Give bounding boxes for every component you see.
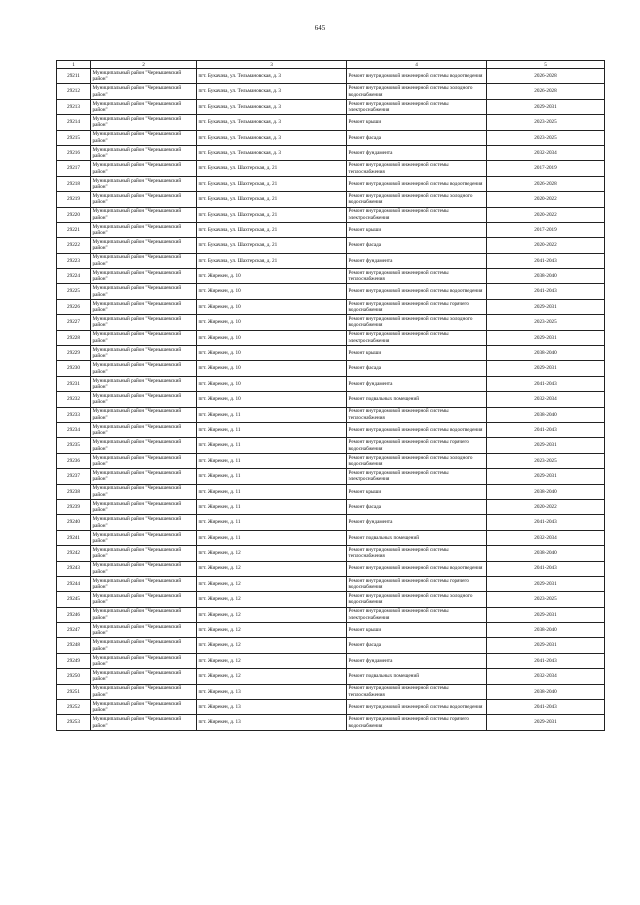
table-row — [57, 376, 605, 391]
period-cell: 2041-2043 — [487, 561, 605, 576]
period-cell: 2038-2040 — [487, 546, 605, 561]
address-cell: пгт. Жирекен, д. 12 — [197, 576, 347, 591]
row-number: 29211 — [57, 69, 91, 84]
address-cell: пгт. Жирекен, д. 12 — [197, 607, 347, 622]
row-number: 29245 — [57, 592, 91, 607]
district-cell: Муниципальный район "Чернышевский район" — [91, 145, 197, 160]
work-type-cell: Ремонт фундамента — [347, 376, 487, 391]
period-cell: 2038-2040 — [487, 623, 605, 638]
address-cell: пгт. Жирекен, д. 11 — [197, 469, 347, 484]
work-type-cell: Ремонт фасада — [347, 130, 487, 145]
column-header-5: 5 — [487, 61, 605, 69]
table-row — [57, 638, 605, 653]
table-row — [57, 623, 605, 638]
address-cell: пгт. Букачача, ул. Шахтерская, д. 21 — [197, 253, 347, 268]
row-number: 29249 — [57, 653, 91, 668]
work-type-cell: Ремонт внутридомовой инженерной системы теплоснабжения — [347, 684, 487, 699]
period-cell: 2029-2031 — [487, 638, 605, 653]
row-number: 29253 — [57, 715, 91, 730]
row-number: 29222 — [57, 238, 91, 253]
period-cell: 2023-2025 — [487, 115, 605, 130]
period-cell: 2020-2022 — [487, 499, 605, 514]
address-cell: пгт. Жирекен, д. 11 — [197, 484, 347, 499]
row-number: 29223 — [57, 253, 91, 268]
address-cell: пгт. Жирекен, д. 12 — [197, 592, 347, 607]
address-cell: пгт. Жирекен, д. 10 — [197, 315, 347, 330]
column-header-2: 2 — [91, 61, 197, 69]
address-cell: пгт. Букачача, ул. Шахтерская, д. 21 — [197, 222, 347, 237]
row-number: 29246 — [57, 607, 91, 622]
district-cell: Муниципальный район "Чернышевский район" — [91, 561, 197, 576]
address-cell: пгт. Букачача, ул. Шахтерская, д. 21 — [197, 192, 347, 207]
period-cell: 2029-2031 — [487, 361, 605, 376]
row-number: 29212 — [57, 84, 91, 99]
row-number: 29239 — [57, 499, 91, 514]
work-type-cell: Ремонт фасада — [347, 361, 487, 376]
table-row — [57, 715, 605, 730]
work-type-cell: Ремонт фасада — [347, 499, 487, 514]
work-type-cell: Ремонт внутридомовой инженерной системы горячего водоснабжения — [347, 715, 487, 730]
district-cell: Муниципальный район "Чернышевский район" — [91, 438, 197, 453]
row-number: 29234 — [57, 422, 91, 437]
district-cell: Муниципальный район "Чернышевский район" — [91, 576, 197, 591]
row-number: 29227 — [57, 315, 91, 330]
address-cell: пгт. Жирекен, д. 12 — [197, 669, 347, 684]
period-cell: 2020-2022 — [487, 207, 605, 222]
table-row — [57, 484, 605, 499]
address-cell: пгт. Букачача, ул. Тельмановская, д. 3 — [197, 99, 347, 114]
table-row — [57, 592, 605, 607]
address-cell: пгт. Букачача, ул. Тельмановская, д. 3 — [197, 130, 347, 145]
period-cell: 2023-2025 — [487, 315, 605, 330]
work-type-cell: Ремонт внутридомовой инженерной системы теплоснабжения — [347, 407, 487, 422]
district-cell: Муниципальный район "Чернышевский район" — [91, 453, 197, 468]
period-cell: 2023-2025 — [487, 592, 605, 607]
row-number: 29232 — [57, 392, 91, 407]
address-cell: пгт. Жирекен, д. 12 — [197, 638, 347, 653]
table-row — [57, 422, 605, 437]
period-cell: 2026-2028 — [487, 69, 605, 84]
period-cell: 2017-2019 — [487, 161, 605, 176]
registry-table — [56, 60, 605, 731]
district-cell: Муниципальный район "Чернышевский район" — [91, 653, 197, 668]
period-cell: 2029-2031 — [487, 330, 605, 345]
address-cell: пгт. Жирекен, д. 10 — [197, 376, 347, 391]
district-cell: Муниципальный район "Чернышевский район" — [91, 84, 197, 99]
work-type-cell: Ремонт внутридомовой инженерной системы горячего водоснабжения — [347, 576, 487, 591]
table-row — [57, 69, 605, 84]
row-number: 29225 — [57, 284, 91, 299]
district-cell: Муниципальный район "Чернышевский район" — [91, 607, 197, 622]
table-row — [57, 330, 605, 345]
work-type-cell: Ремонт внутридомовой инженерной системы водоотведения — [347, 176, 487, 191]
table-row — [57, 669, 605, 684]
district-cell: Муниципальный район "Чернышевский район" — [91, 407, 197, 422]
district-cell: Муниципальный район "Чернышевский район" — [91, 161, 197, 176]
table-row — [57, 253, 605, 268]
work-type-cell: Ремонт крыши — [347, 115, 487, 130]
work-type-cell: Ремонт крыши — [347, 623, 487, 638]
row-number: 29244 — [57, 576, 91, 591]
work-type-cell: Ремонт внутридомовой инженерной системы горячего водоснабжения — [347, 438, 487, 453]
table-body — [57, 69, 605, 731]
period-cell: 2023-2025 — [487, 130, 605, 145]
work-type-cell: Ремонт внутридомовой инженерной системы электроснабжения — [347, 469, 487, 484]
address-cell: пгт. Букачача, ул. Шахтерская, д. 21 — [197, 238, 347, 253]
work-type-cell: Ремонт фундамента — [347, 253, 487, 268]
row-number: 29231 — [57, 376, 91, 391]
work-type-cell: Ремонт внутридомовой инженерной системы электроснабжения — [347, 330, 487, 345]
district-cell: Муниципальный район "Чернышевский район" — [91, 376, 197, 391]
address-cell: пгт. Жирекен, д. 11 — [197, 438, 347, 453]
address-cell: пгт. Букачача, ул. Шахтерская, д. 21 — [197, 176, 347, 191]
district-cell: Муниципальный район "Чернышевский район" — [91, 392, 197, 407]
period-cell: 2029-2031 — [487, 299, 605, 314]
table-row — [57, 269, 605, 284]
district-cell: Муниципальный район "Чернышевский район" — [91, 315, 197, 330]
work-type-cell: Ремонт фундамента — [347, 653, 487, 668]
address-cell: пгт. Жирекен, д. 12 — [197, 546, 347, 561]
row-number: 29251 — [57, 684, 91, 699]
row-number: 29248 — [57, 638, 91, 653]
district-cell: Муниципальный район "Чернышевский район" — [91, 253, 197, 268]
period-cell: 2017-2019 — [487, 222, 605, 237]
work-type-cell: Ремонт фундамента — [347, 515, 487, 530]
row-number: 29219 — [57, 192, 91, 207]
address-cell: пгт. Жирекен, д. 13 — [197, 715, 347, 730]
address-cell: пгт. Букачача, ул. Шахтерская, д. 21 — [197, 207, 347, 222]
header-row — [57, 61, 605, 69]
work-type-cell: Ремонт внутридомовой инженерной системы электроснабжения — [347, 99, 487, 114]
work-type-cell: Ремонт внутридомовой инженерной системы электроснабжения — [347, 607, 487, 622]
address-cell: пгт. Жирекен, д. 12 — [197, 623, 347, 638]
period-cell: 2029-2031 — [487, 607, 605, 622]
period-cell: 2038-2040 — [487, 269, 605, 284]
table-row — [57, 453, 605, 468]
district-cell: Муниципальный район "Чернышевский район" — [91, 592, 197, 607]
work-type-cell: Ремонт внутридомовой инженерной системы водоотведения — [347, 561, 487, 576]
work-type-cell: Ремонт внутридомовой инженерной системы электроснабжения — [347, 207, 487, 222]
work-type-cell: Ремонт внутридомовой инженерной системы холодного водоснабжения — [347, 592, 487, 607]
district-cell: Муниципальный район "Чернышевский район" — [91, 623, 197, 638]
period-cell: 2041-2043 — [487, 515, 605, 530]
table-row — [57, 684, 605, 699]
row-number: 29238 — [57, 484, 91, 499]
column-header-3: 3 — [197, 61, 347, 69]
table-row — [57, 392, 605, 407]
work-type-cell: Ремонт внутридомовой инженерной системы холодного водоснабжения — [347, 453, 487, 468]
district-cell: Муниципальный район "Чернышевский район" — [91, 638, 197, 653]
work-type-cell: Ремонт крыши — [347, 484, 487, 499]
district-cell: Муниципальный район "Чернышевский район" — [91, 484, 197, 499]
row-number: 29215 — [57, 130, 91, 145]
address-cell: пгт. Жирекен, д. 11 — [197, 407, 347, 422]
period-cell: 2041-2043 — [487, 376, 605, 391]
period-cell: 2038-2040 — [487, 407, 605, 422]
table-row — [57, 284, 605, 299]
work-type-cell: Ремонт внутридомовой инженерной системы водоотведения — [347, 69, 487, 84]
district-cell: Муниципальный район "Чернышевский район" — [91, 130, 197, 145]
address-cell: пгт. Жирекен, д. 11 — [197, 422, 347, 437]
district-cell: Муниципальный район "Чернышевский район" — [91, 192, 197, 207]
address-cell: пгт. Жирекен, д. 12 — [197, 653, 347, 668]
district-cell: Муниципальный район "Чернышевский район" — [91, 422, 197, 437]
address-cell: пгт. Жирекен, д. 13 — [197, 700, 347, 715]
period-cell: 2020-2022 — [487, 238, 605, 253]
district-cell: Муниципальный район "Чернышевский район" — [91, 330, 197, 345]
district-cell: Муниципальный район "Чернышевский район" — [91, 530, 197, 545]
table-row — [57, 192, 605, 207]
row-number: 29216 — [57, 145, 91, 160]
row-number: 29230 — [57, 361, 91, 376]
row-number: 29240 — [57, 515, 91, 530]
period-cell: 2041-2043 — [487, 422, 605, 437]
district-cell: Муниципальный район "Чернышевский район" — [91, 715, 197, 730]
district-cell: Муниципальный район "Чернышевский район" — [91, 299, 197, 314]
row-number: 29236 — [57, 453, 91, 468]
address-cell: пгт. Жирекен, д. 11 — [197, 453, 347, 468]
table-row — [57, 546, 605, 561]
table-row — [57, 438, 605, 453]
work-type-cell: Ремонт фасада — [347, 638, 487, 653]
table-row — [57, 561, 605, 576]
address-cell: пгт. Жирекен, д. 10 — [197, 361, 347, 376]
row-number: 29220 — [57, 207, 91, 222]
row-number: 29229 — [57, 346, 91, 361]
address-cell: пгт. Букачача, ул. Шахтерская, д. 21 — [197, 161, 347, 176]
table-row — [57, 315, 605, 330]
table-row — [57, 653, 605, 668]
district-cell: Муниципальный район "Чернышевский район" — [91, 115, 197, 130]
work-type-cell: Ремонт внутридомовой инженерной системы горячего водоснабжения — [347, 299, 487, 314]
period-cell: 2032-2034 — [487, 530, 605, 545]
district-cell: Муниципальный район "Чернышевский район" — [91, 346, 197, 361]
district-cell: Муниципальный район "Чернышевский район" — [91, 546, 197, 561]
table-row — [57, 346, 605, 361]
district-cell: Муниципальный район "Чернышевский район" — [91, 238, 197, 253]
district-cell: Муниципальный район "Чернышевский район" — [91, 207, 197, 222]
work-type-cell: Ремонт крыши — [347, 222, 487, 237]
column-header-1: 1 — [57, 61, 91, 69]
address-cell: пгт. Жирекен, д. 10 — [197, 299, 347, 314]
district-cell: Муниципальный район "Чернышевский район" — [91, 469, 197, 484]
work-type-cell: Ремонт фундамента — [347, 145, 487, 160]
period-cell: 2038-2040 — [487, 346, 605, 361]
period-cell: 2029-2031 — [487, 99, 605, 114]
district-cell: Муниципальный район "Чернышевский район" — [91, 99, 197, 114]
row-number: 29252 — [57, 700, 91, 715]
table-row — [57, 222, 605, 237]
address-cell: пгт. Букачача, ул. Тельмановская, д. 3 — [197, 145, 347, 160]
district-cell: Муниципальный район "Чернышевский район" — [91, 515, 197, 530]
period-cell: 2041-2043 — [487, 284, 605, 299]
period-cell: 2041-2043 — [487, 700, 605, 715]
page-number: 645 — [314, 24, 326, 32]
period-cell: 2032-2034 — [487, 392, 605, 407]
row-number: 29247 — [57, 623, 91, 638]
row-number: 29243 — [57, 561, 91, 576]
column-header-4: 4 — [347, 61, 487, 69]
work-type-cell: Ремонт внутридомовой инженерной системы холодного водоснабжения — [347, 84, 487, 99]
district-cell: Муниципальный район "Чернышевский район" — [91, 499, 197, 514]
work-type-cell: Ремонт фасада — [347, 238, 487, 253]
district-cell: Муниципальный район "Чернышевский район" — [91, 684, 197, 699]
address-cell: пгт. Жирекен, д. 11 — [197, 530, 347, 545]
district-cell: Муниципальный район "Чернышевский район" — [91, 269, 197, 284]
table-row — [57, 469, 605, 484]
address-cell: пгт. Букачача, ул. Тельмановская, д. 3 — [197, 84, 347, 99]
period-cell: 2029-2031 — [487, 438, 605, 453]
period-cell: 2029-2031 — [487, 715, 605, 730]
row-number: 29233 — [57, 407, 91, 422]
table-row — [57, 407, 605, 422]
table-row — [57, 515, 605, 530]
period-cell: 2029-2031 — [487, 469, 605, 484]
work-type-cell: Ремонт внутридомовой инженерной системы теплоснабжения — [347, 546, 487, 561]
address-cell: пгт. Жирекен, д. 11 — [197, 499, 347, 514]
address-cell: пгт. Жирекен, д. 10 — [197, 284, 347, 299]
period-cell: 2029-2031 — [487, 576, 605, 591]
work-type-cell: Ремонт подвальных помещений — [347, 530, 487, 545]
period-cell: 2038-2040 — [487, 684, 605, 699]
address-cell: пгт. Жирекен, д. 13 — [197, 684, 347, 699]
table-row — [57, 238, 605, 253]
district-cell: Муниципальный район "Чернышевский район" — [91, 222, 197, 237]
period-cell: 2026-2028 — [487, 176, 605, 191]
table-row — [57, 576, 605, 591]
table-row — [57, 130, 605, 145]
work-type-cell: Ремонт внутридомовой инженерной системы теплоснабжения — [347, 269, 487, 284]
table-row — [57, 700, 605, 715]
table-row — [57, 176, 605, 191]
table-row — [57, 299, 605, 314]
address-cell: пгт. Жирекен, д. 11 — [197, 515, 347, 530]
period-cell: 2038-2040 — [487, 484, 605, 499]
table-row — [57, 607, 605, 622]
district-cell: Муниципальный район "Чернышевский район" — [91, 361, 197, 376]
period-cell: 2020-2022 — [487, 192, 605, 207]
table-row — [57, 530, 605, 545]
row-number: 29213 — [57, 99, 91, 114]
table-row — [57, 161, 605, 176]
district-cell: Муниципальный район "Чернышевский район" — [91, 176, 197, 191]
period-cell: 2032-2034 — [487, 669, 605, 684]
address-cell: пгт. Жирекен, д. 10 — [197, 269, 347, 284]
period-cell: 2023-2025 — [487, 453, 605, 468]
row-number: 29237 — [57, 469, 91, 484]
row-number: 29214 — [57, 115, 91, 130]
work-type-cell: Ремонт внутридомовой инженерной системы холодного водоснабжения — [347, 315, 487, 330]
row-number: 29224 — [57, 269, 91, 284]
address-cell: пгт. Букачача, ул. Тельмановская, д. 3 — [197, 115, 347, 130]
period-cell: 2041-2043 — [487, 253, 605, 268]
period-cell: 2026-2028 — [487, 84, 605, 99]
work-type-cell: Ремонт внутридомовой инженерной системы водоотведения — [347, 284, 487, 299]
table-row — [57, 115, 605, 130]
row-number: 29250 — [57, 669, 91, 684]
address-cell: пгт. Жирекен, д. 10 — [197, 392, 347, 407]
table-row — [57, 499, 605, 514]
district-cell: Муниципальный район "Чернышевский район" — [91, 700, 197, 715]
row-number: 29217 — [57, 161, 91, 176]
row-number: 29228 — [57, 330, 91, 345]
work-type-cell: Ремонт внутридомовой инженерной системы водоотведения — [347, 700, 487, 715]
row-number: 29226 — [57, 299, 91, 314]
row-number: 29221 — [57, 222, 91, 237]
table-row — [57, 145, 605, 160]
address-cell: пгт. Букачача, ул. Тельмановская, д. 3 — [197, 69, 347, 84]
table-row — [57, 207, 605, 222]
period-cell: 2032-2034 — [487, 145, 605, 160]
work-type-cell: Ремонт подвальных помещений — [347, 392, 487, 407]
table-row — [57, 99, 605, 114]
address-cell: пгт. Жирекен, д. 10 — [197, 346, 347, 361]
district-cell: Муниципальный район "Чернышевский район" — [91, 284, 197, 299]
address-cell: пгт. Жирекен, д. 12 — [197, 561, 347, 576]
address-cell: пгт. Жирекен, д. 10 — [197, 330, 347, 345]
table-row — [57, 84, 605, 99]
work-type-cell: Ремонт внутридомовой инженерной системы водоотведения — [347, 422, 487, 437]
work-type-cell: Ремонт крыши — [347, 346, 487, 361]
row-number: 29241 — [57, 530, 91, 545]
table-row — [57, 361, 605, 376]
row-number: 29235 — [57, 438, 91, 453]
period-cell: 2041-2043 — [487, 653, 605, 668]
work-type-cell: Ремонт подвальных помещений — [347, 669, 487, 684]
work-type-cell: Ремонт внутридомовой инженерной системы холодного водоснабжения — [347, 192, 487, 207]
district-cell: Муниципальный район "Чернышевский район" — [91, 669, 197, 684]
row-number: 29218 — [57, 176, 91, 191]
work-type-cell: Ремонт внутридомовой инженерной системы теплоснабжения — [347, 161, 487, 176]
district-cell: Муниципальный район "Чернышевский район" — [91, 69, 197, 84]
row-number: 29242 — [57, 546, 91, 561]
